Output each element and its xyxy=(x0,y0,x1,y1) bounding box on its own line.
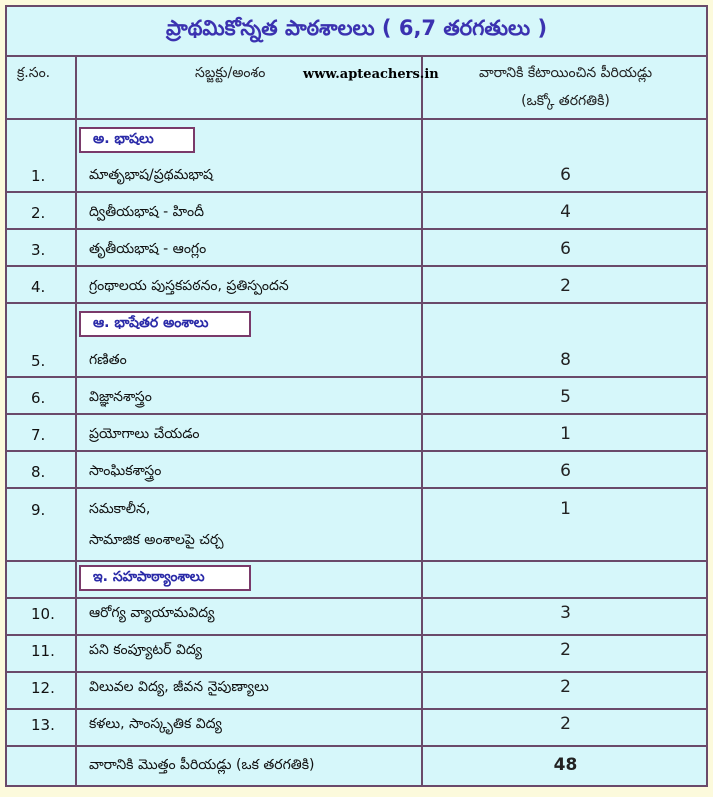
row-divider xyxy=(7,597,706,599)
row-periods: 2 xyxy=(560,714,571,734)
row-number: 9. xyxy=(31,501,46,519)
row-divider xyxy=(7,191,706,193)
row-periods: 2 xyxy=(560,640,571,660)
header-serial: క్ర.సం. xyxy=(17,65,51,81)
row-periods: 2 xyxy=(560,276,571,296)
row-subject: గణితం xyxy=(89,352,127,368)
row-number: 8. xyxy=(31,463,46,481)
row-divider xyxy=(7,745,706,747)
row-periods: 1 xyxy=(560,424,571,444)
row-number: 12. xyxy=(31,679,55,697)
row-divider xyxy=(7,560,706,562)
row-periods: 6 xyxy=(560,165,571,185)
row-divider xyxy=(7,302,706,304)
section-co-curricular: ఇ. సహపాఠ్యాంశాలు xyxy=(79,565,251,591)
timetable-frame xyxy=(5,5,708,787)
row-divider xyxy=(7,118,706,120)
row-subject: పని కంప్యూటర్ విద్య xyxy=(89,642,203,658)
row-periods: 1 xyxy=(560,499,571,519)
row-periods: 8 xyxy=(560,350,571,370)
row-number: 4. xyxy=(31,278,46,296)
row-subject-line2: సామాజిక అంశాలపై చర్చ xyxy=(89,532,224,548)
section-languages: అ. భాషలు xyxy=(79,127,195,153)
row-number: 1. xyxy=(31,167,46,185)
row-subject: ప్రయోగాలు చేయడం xyxy=(89,426,200,442)
row-subject: ద్వితీయభాష - హిందీ xyxy=(89,204,204,220)
row-divider xyxy=(7,376,706,378)
row-divider xyxy=(7,487,706,489)
row-divider xyxy=(7,634,706,636)
row-number: 3. xyxy=(31,241,46,259)
total-periods: 48 xyxy=(553,755,578,775)
row-number: 11. xyxy=(31,642,55,660)
row-subject: విలువల విద్య, జీవన నైపుణ్యాలు xyxy=(89,679,269,695)
row-number: 5. xyxy=(31,352,46,370)
row-divider xyxy=(7,413,706,415)
row-subject: తృతీయభాష - ఆంగ్లం xyxy=(89,241,207,257)
row-periods: 3 xyxy=(560,603,571,623)
row-number: 2. xyxy=(31,204,46,222)
row-subject: సాంఘికశాస్త్రం xyxy=(89,463,162,479)
row-periods: 2 xyxy=(560,677,571,697)
row-subject: విజ్ఞానశాస్త్రం xyxy=(89,389,152,405)
row-subject: కళలు, సాంస్కృతిక విద్య xyxy=(89,716,222,732)
column-divider xyxy=(75,55,77,785)
row-subject: సమకాలీన, xyxy=(89,501,151,517)
row-periods: 4 xyxy=(560,202,571,222)
header-periods-note: (ఒక్కో తరగతికి) xyxy=(521,93,610,109)
row-number: 13. xyxy=(31,716,55,734)
row-subject: గ్రంథాలయ పుస్తకపఠనం, ప్రతిస్పందన xyxy=(89,278,289,294)
row-divider xyxy=(7,265,706,267)
row-number: 7. xyxy=(31,426,46,444)
total-label: వారానికి మొత్తం పీరియడ్లు (ఒక తరగతికి) xyxy=(89,757,315,773)
row-periods: 5 xyxy=(560,387,571,407)
row-periods: 6 xyxy=(560,461,571,481)
header-periods: వారానికి కేటాయించిన పీరియడ్లు xyxy=(478,65,653,81)
watermark: www.apteachers.in xyxy=(303,67,439,82)
row-periods: 6 xyxy=(560,239,571,259)
section-non-languages: ఆ. భాషేతర అంశాలు xyxy=(79,311,251,337)
page-title: ప్రాథమికోన్నత పాఠశాలలు ( 6,7 తరగతులు ) xyxy=(7,7,706,57)
row-divider xyxy=(7,708,706,710)
header-subject: సబ్జక్టు/అంశం xyxy=(195,65,266,81)
row-divider xyxy=(7,450,706,452)
row-subject: ఆరోగ్య వ్యాయామవిద్య xyxy=(89,605,215,621)
row-number: 10. xyxy=(31,605,55,623)
row-divider xyxy=(7,228,706,230)
row-number: 6. xyxy=(31,389,46,407)
row-subject: మాతృభాష/ప్రథమభాష xyxy=(89,167,213,183)
row-divider xyxy=(7,671,706,673)
